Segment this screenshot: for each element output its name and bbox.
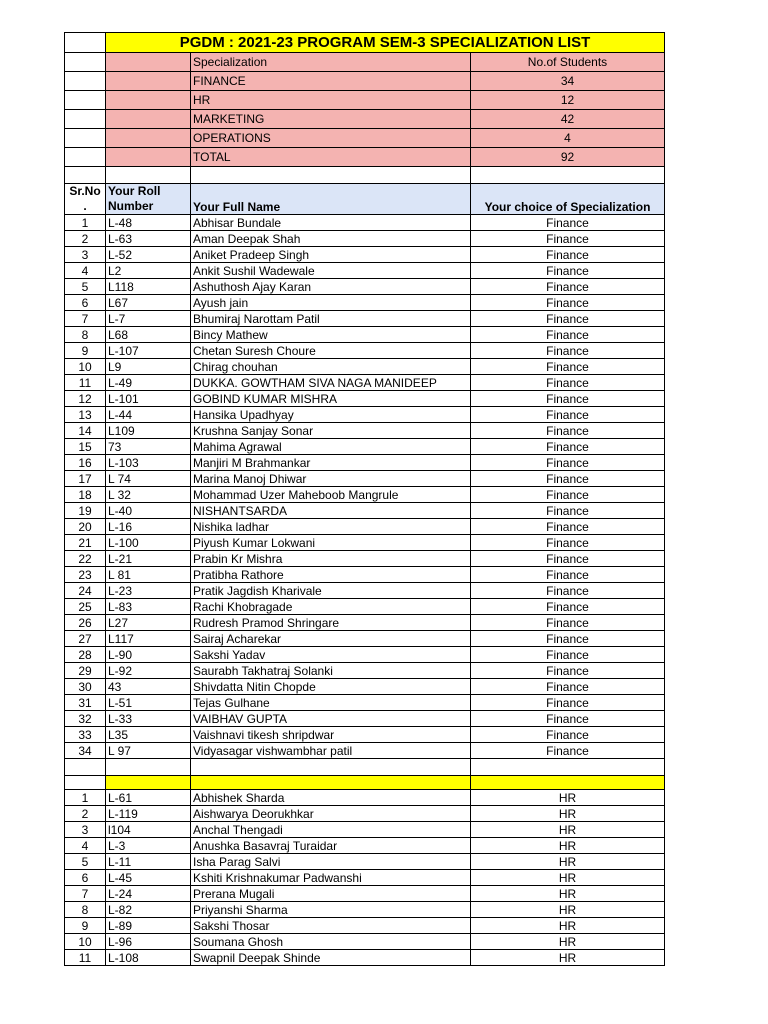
specialization-cell: HR xyxy=(471,854,665,870)
full-name-cell: Aishwarya Deorukhkar xyxy=(191,806,471,822)
blank-cell xyxy=(106,72,191,91)
title-row xyxy=(65,33,665,53)
table-row xyxy=(65,743,665,759)
full-name-cell: Pratik Jagdish Kharivale xyxy=(191,583,471,599)
specialization-cell: HR xyxy=(471,886,665,902)
table-row xyxy=(65,231,665,247)
sr-no-cell: 10 xyxy=(65,359,106,375)
sr-no-cell: 27 xyxy=(65,631,106,647)
specialization-cell: Finance xyxy=(471,471,665,487)
sr-no-cell: 3 xyxy=(65,822,106,838)
column-header-row xyxy=(65,184,665,215)
roll-number-cell: L-7 xyxy=(106,311,191,327)
blank-cell xyxy=(65,148,106,167)
roll-number-cell: L109 xyxy=(106,423,191,439)
summary-row xyxy=(65,129,665,148)
roll-number-cell: L 97 xyxy=(106,743,191,759)
blank-cell xyxy=(65,776,106,790)
specialization-table xyxy=(64,32,665,966)
sr-no-cell: 28 xyxy=(65,647,106,663)
full-name-cell: Saurabh Takhatraj Solanki xyxy=(191,663,471,679)
summary-spec: OPERATIONS xyxy=(191,129,471,148)
table-row xyxy=(65,471,665,487)
full-name-cell: Abhishek Sharda xyxy=(191,790,471,806)
specialization-cell: HR xyxy=(471,790,665,806)
specialization-cell: Finance xyxy=(471,263,665,279)
roll-number-cell: L-11 xyxy=(106,854,191,870)
roll-number-cell: L68 xyxy=(106,327,191,343)
specialization-cell: HR xyxy=(471,950,665,966)
specialization-cell: Finance xyxy=(471,503,665,519)
specialization-cell: Finance xyxy=(471,359,665,375)
specialization-cell: Finance xyxy=(471,583,665,599)
roll-number-cell: L-3 xyxy=(106,838,191,854)
table-row xyxy=(65,583,665,599)
finance-section xyxy=(65,215,665,759)
blank-cell xyxy=(471,776,665,790)
full-name-cell: Sakshi Yadav xyxy=(191,647,471,663)
specialization-cell: HR xyxy=(471,934,665,950)
blank-cell xyxy=(191,167,471,184)
sr-no-cell: 2 xyxy=(65,806,106,822)
full-name-cell: Manjiri M Brahmankar xyxy=(191,455,471,471)
full-name-cell: Sakshi Thosar xyxy=(191,918,471,934)
sr-no-cell: 1 xyxy=(65,215,106,231)
specialization-cell: HR xyxy=(471,902,665,918)
roll-number-cell: L117 xyxy=(106,631,191,647)
blank-cell xyxy=(106,148,191,167)
table-row xyxy=(65,790,665,806)
table-row xyxy=(65,647,665,663)
roll-number-cell: L-89 xyxy=(106,918,191,934)
roll-number-cell: L118 xyxy=(106,279,191,295)
full-name-cell: Ayush jain xyxy=(191,295,471,311)
sr-no-cell: 33 xyxy=(65,727,106,743)
blank-cell xyxy=(65,759,106,776)
specialization-cell: HR xyxy=(471,838,665,854)
sr-no-cell: 19 xyxy=(65,503,106,519)
full-name-cell: Anushka Basavraj Turaidar xyxy=(191,838,471,854)
sr-no-cell: 18 xyxy=(65,487,106,503)
roll-number-cell: L-100 xyxy=(106,535,191,551)
summary-row xyxy=(65,72,665,91)
blank-cell xyxy=(191,776,471,790)
full-name-cell: Ankit Sushil Wadewale xyxy=(191,263,471,279)
full-name-cell: Vaishnavi tikesh shripdwar xyxy=(191,727,471,743)
blank-cell xyxy=(65,91,106,110)
specialization-cell: Finance xyxy=(471,391,665,407)
full-name-cell: Marina Manoj Dhiwar xyxy=(191,471,471,487)
table-row xyxy=(65,279,665,295)
specialization-cell: Finance xyxy=(471,231,665,247)
specialization-cell: Finance xyxy=(471,279,665,295)
sr-no-cell: 11 xyxy=(65,950,106,966)
table-row xyxy=(65,934,665,950)
specialization-cell: Finance xyxy=(471,535,665,551)
full-name-cell: Ashuthosh Ajay Karan xyxy=(191,279,471,295)
summary-row xyxy=(65,91,665,110)
sr-no-cell: 26 xyxy=(65,615,106,631)
full-name-cell: Prerana Mugali xyxy=(191,886,471,902)
full-name-cell: Rachi Khobragade xyxy=(191,599,471,615)
roll-number-cell: L-119 xyxy=(106,806,191,822)
sr-no-cell: 11 xyxy=(65,375,106,391)
summary-total-row xyxy=(65,148,665,167)
table-row xyxy=(65,535,665,551)
table-row xyxy=(65,918,665,934)
specialization-cell: Finance xyxy=(471,663,665,679)
table-row xyxy=(65,407,665,423)
specialization-cell: Finance xyxy=(471,487,665,503)
full-name-cell: VAIBHAV GUPTA xyxy=(191,711,471,727)
full-name-cell: Vidyasagar vishwambhar patil xyxy=(191,743,471,759)
roll-number-cell: L-61 xyxy=(106,790,191,806)
specialization-cell: Finance xyxy=(471,631,665,647)
specialization-cell: Finance xyxy=(471,615,665,631)
sr-no-cell: 9 xyxy=(65,343,106,359)
full-name-cell: Bhumiraj Narottam Patil xyxy=(191,311,471,327)
full-name-cell: Nishika ladhar xyxy=(191,519,471,535)
summary-count: 12 xyxy=(471,91,665,110)
sr-no-cell: 8 xyxy=(65,902,106,918)
full-name-cell: Tejas Gulhane xyxy=(191,695,471,711)
specialization-cell: Finance xyxy=(471,343,665,359)
sr-no-cell: 20 xyxy=(65,519,106,535)
table-row xyxy=(65,391,665,407)
table-row xyxy=(65,359,665,375)
blank-cell xyxy=(65,53,106,72)
roll-number-cell: L-23 xyxy=(106,583,191,599)
specialization-cell: Finance xyxy=(471,295,665,311)
sr-no-cell: 4 xyxy=(65,263,106,279)
specialization-cell: Finance xyxy=(471,455,665,471)
sr-no-cell: 9 xyxy=(65,918,106,934)
table-row xyxy=(65,551,665,567)
table-row xyxy=(65,263,665,279)
roll-number-cell: L 81 xyxy=(106,567,191,583)
summary-count: 42 xyxy=(471,110,665,129)
full-name-cell: Prabin Kr Mishra xyxy=(191,551,471,567)
roll-number-cell: L2 xyxy=(106,263,191,279)
table-row xyxy=(65,487,665,503)
table-row xyxy=(65,567,665,583)
table-row xyxy=(65,886,665,902)
blank-cell xyxy=(65,129,106,148)
blank-cell xyxy=(106,91,191,110)
sr-no-cell: 22 xyxy=(65,551,106,567)
full-name-cell: GOBIND KUMAR MISHRA xyxy=(191,391,471,407)
sr-no-cell: 15 xyxy=(65,439,106,455)
specialization-cell: HR xyxy=(471,870,665,886)
section-separator xyxy=(65,759,665,790)
full-name-cell: Aman Deepak Shah xyxy=(191,231,471,247)
roll-number-cell: L-16 xyxy=(106,519,191,535)
specialization-cell: Finance xyxy=(471,695,665,711)
sr-no-cell: 12 xyxy=(65,391,106,407)
blank-cell xyxy=(106,167,191,184)
blank-cell xyxy=(106,776,191,790)
blank-cell xyxy=(191,759,471,776)
roll-number-cell: L9 xyxy=(106,359,191,375)
sr-no-cell: 2 xyxy=(65,231,106,247)
specialization-cell: Finance xyxy=(471,551,665,567)
table-row xyxy=(65,423,665,439)
specialization-cell: Finance xyxy=(471,519,665,535)
blank-cell xyxy=(471,167,665,184)
roll-number-cell: L-63 xyxy=(106,231,191,247)
sr-no-cell: 5 xyxy=(65,854,106,870)
roll-number-cell: L-21 xyxy=(106,551,191,567)
table-row xyxy=(65,663,665,679)
table-row xyxy=(65,695,665,711)
roll-number-cell: L-51 xyxy=(106,695,191,711)
spacer-row xyxy=(65,167,665,184)
specialization-cell: Finance xyxy=(471,727,665,743)
full-name-cell: Kshiti Krishnakumar Padwanshi xyxy=(191,870,471,886)
roll-number-cell: L-101 xyxy=(106,391,191,407)
roll-number-cell: 73 xyxy=(106,439,191,455)
table-row xyxy=(65,343,665,359)
specialization-cell: Finance xyxy=(471,215,665,231)
sr-no-cell: 30 xyxy=(65,679,106,695)
full-name-cell: Aniket Pradeep Singh xyxy=(191,247,471,263)
table-row xyxy=(65,727,665,743)
specialization-cell: Finance xyxy=(471,439,665,455)
blank-cell xyxy=(106,129,191,148)
roll-number-cell: l104 xyxy=(106,822,191,838)
table-row xyxy=(65,950,665,966)
table-row xyxy=(65,679,665,695)
roll-number-cell: 43 xyxy=(106,679,191,695)
table-row xyxy=(65,455,665,471)
sr-no-cell: 13 xyxy=(65,407,106,423)
spreadsheet xyxy=(64,32,665,966)
summary-row xyxy=(65,110,665,129)
sr-no-cell: 14 xyxy=(65,423,106,439)
roll-number-cell: L-40 xyxy=(106,503,191,519)
table-row xyxy=(65,854,665,870)
full-name-cell: Pratibha Rathore xyxy=(191,567,471,583)
full-name-cell: Abhisar Bundale xyxy=(191,215,471,231)
sr-no-cell: 34 xyxy=(65,743,106,759)
full-name-cell: Piyush Kumar Lokwani xyxy=(191,535,471,551)
highlight-row xyxy=(65,776,665,790)
table-row xyxy=(65,295,665,311)
sr-no-cell: 10 xyxy=(65,934,106,950)
specialization-cell: Finance xyxy=(471,247,665,263)
table-row xyxy=(65,631,665,647)
summary-spec: HR xyxy=(191,91,471,110)
roll-number-cell: L-52 xyxy=(106,247,191,263)
summary-count: 92 xyxy=(471,148,665,167)
summary-count: 34 xyxy=(471,72,665,91)
full-name-cell: Sairaj Acharekar xyxy=(191,631,471,647)
roll-number-cell: L-49 xyxy=(106,375,191,391)
header-srno: Sr.No . xyxy=(65,184,106,215)
blank-cell xyxy=(65,110,106,129)
blank-cell xyxy=(65,167,106,184)
spacer-row xyxy=(65,759,665,776)
summary-spec-header: Specialization xyxy=(191,53,471,72)
full-name-cell: Chetan Suresh Choure xyxy=(191,343,471,359)
sr-no-cell: 6 xyxy=(65,295,106,311)
specialization-cell: HR xyxy=(471,806,665,822)
full-name-cell: Mohammad Uzer Maheboob Mangrule xyxy=(191,487,471,503)
table-row xyxy=(65,711,665,727)
full-name-cell: Hansika Upadhyay xyxy=(191,407,471,423)
table-row xyxy=(65,902,665,918)
full-name-cell: NISHANTSARDA xyxy=(191,503,471,519)
blank-cell xyxy=(471,759,665,776)
sr-no-cell: 23 xyxy=(65,567,106,583)
sr-no-cell: 17 xyxy=(65,471,106,487)
summary-count: 4 xyxy=(471,129,665,148)
table-row xyxy=(65,870,665,886)
sr-no-cell: 1 xyxy=(65,790,106,806)
summary-spec: TOTAL xyxy=(191,148,471,167)
sr-no-cell: 3 xyxy=(65,247,106,263)
blank-cell xyxy=(106,53,191,72)
header-roll: Your Roll Number xyxy=(106,184,191,215)
sr-no-cell: 8 xyxy=(65,327,106,343)
sr-no-cell: 29 xyxy=(65,663,106,679)
specialization-cell: Finance xyxy=(471,647,665,663)
sr-no-cell: 31 xyxy=(65,695,106,711)
specialization-cell: Finance xyxy=(471,375,665,391)
table-row xyxy=(65,822,665,838)
sr-no-cell: 7 xyxy=(65,886,106,902)
roll-number-cell: L27 xyxy=(106,615,191,631)
sr-no-cell: 6 xyxy=(65,870,106,886)
sr-no-cell: 24 xyxy=(65,583,106,599)
sr-no-cell: 4 xyxy=(65,838,106,854)
table-row xyxy=(65,503,665,519)
roll-number-cell: L67 xyxy=(106,295,191,311)
full-name-cell: Swapnil Deepak Shinde xyxy=(191,950,471,966)
table-row xyxy=(65,311,665,327)
sr-no-cell: 7 xyxy=(65,311,106,327)
full-name-cell: Soumana Ghosh xyxy=(191,934,471,950)
table-row xyxy=(65,806,665,822)
sr-no-cell: 5 xyxy=(65,279,106,295)
specialization-cell: Finance xyxy=(471,423,665,439)
roll-number-cell: L-83 xyxy=(106,599,191,615)
full-name-cell: Priyanshi Sharma xyxy=(191,902,471,918)
table-row xyxy=(65,519,665,535)
hr-section xyxy=(65,790,665,966)
sheet-title: PGDM : 2021-23 PROGRAM SEM-3 SPECIALIZATION LIST xyxy=(106,33,665,53)
full-name-cell: Mahima Agrawal xyxy=(191,439,471,455)
roll-number-cell: L-107 xyxy=(106,343,191,359)
roll-number-cell: L-103 xyxy=(106,455,191,471)
roll-number-cell: L 32 xyxy=(106,487,191,503)
summary-spec: FINANCE xyxy=(191,72,471,91)
full-name-cell: Bincy Mathew xyxy=(191,327,471,343)
roll-number-cell: L-33 xyxy=(106,711,191,727)
specialization-cell: Finance xyxy=(471,407,665,423)
full-name-cell: Rudresh Pramod Shringare xyxy=(191,615,471,631)
roll-number-cell: L-44 xyxy=(106,407,191,423)
full-name-cell: Chirag chouhan xyxy=(191,359,471,375)
table-row xyxy=(65,838,665,854)
specialization-cell: Finance xyxy=(471,567,665,583)
sr-no-cell: 16 xyxy=(65,455,106,471)
blank-cell xyxy=(65,72,106,91)
roll-number-cell: L-92 xyxy=(106,663,191,679)
roll-number-cell: L-82 xyxy=(106,902,191,918)
header-name: Your Full Name xyxy=(191,184,471,215)
specialization-cell: Finance xyxy=(471,711,665,727)
full-name-cell: Krushna Sanjay Sonar xyxy=(191,423,471,439)
roll-number-cell: L-108 xyxy=(106,950,191,966)
roll-number-cell: L-45 xyxy=(106,870,191,886)
full-name-cell: Shivdatta Nitin Chopde xyxy=(191,679,471,695)
sr-no-cell: 21 xyxy=(65,535,106,551)
table-row xyxy=(65,375,665,391)
summary-spec: MARKETING xyxy=(191,110,471,129)
blank-cell xyxy=(106,110,191,129)
roll-number-cell: L-90 xyxy=(106,647,191,663)
roll-number-cell: L 74 xyxy=(106,471,191,487)
sr-no-cell: 25 xyxy=(65,599,106,615)
roll-number-cell: L-48 xyxy=(106,215,191,231)
table-row xyxy=(65,439,665,455)
specialization-cell: Finance xyxy=(471,327,665,343)
blank-cell xyxy=(106,759,191,776)
specialization-cell: HR xyxy=(471,822,665,838)
table-row xyxy=(65,327,665,343)
specialization-cell: HR xyxy=(471,918,665,934)
sr-no-cell: 32 xyxy=(65,711,106,727)
blank-cell xyxy=(65,33,106,53)
table-row xyxy=(65,615,665,631)
summary-header-row xyxy=(65,53,665,72)
roll-number-cell: L-96 xyxy=(106,934,191,950)
specialization-cell: Finance xyxy=(471,743,665,759)
specialization-cell: Finance xyxy=(471,311,665,327)
roll-number-cell: L35 xyxy=(106,727,191,743)
table-row xyxy=(65,599,665,615)
header-choice: Your choice of Specialization xyxy=(471,184,665,215)
roll-number-cell: L-24 xyxy=(106,886,191,902)
full-name-cell: Isha Parag Salvi xyxy=(191,854,471,870)
table-row xyxy=(65,215,665,231)
full-name-cell: DUKKA. GOWTHAM SIVA NAGA MANIDEEP xyxy=(191,375,471,391)
specialization-cell: Finance xyxy=(471,599,665,615)
summary-count-header: No.of Students xyxy=(471,53,665,72)
full-name-cell: Anchal Thengadi xyxy=(191,822,471,838)
table-row xyxy=(65,247,665,263)
specialization-cell: Finance xyxy=(471,679,665,695)
